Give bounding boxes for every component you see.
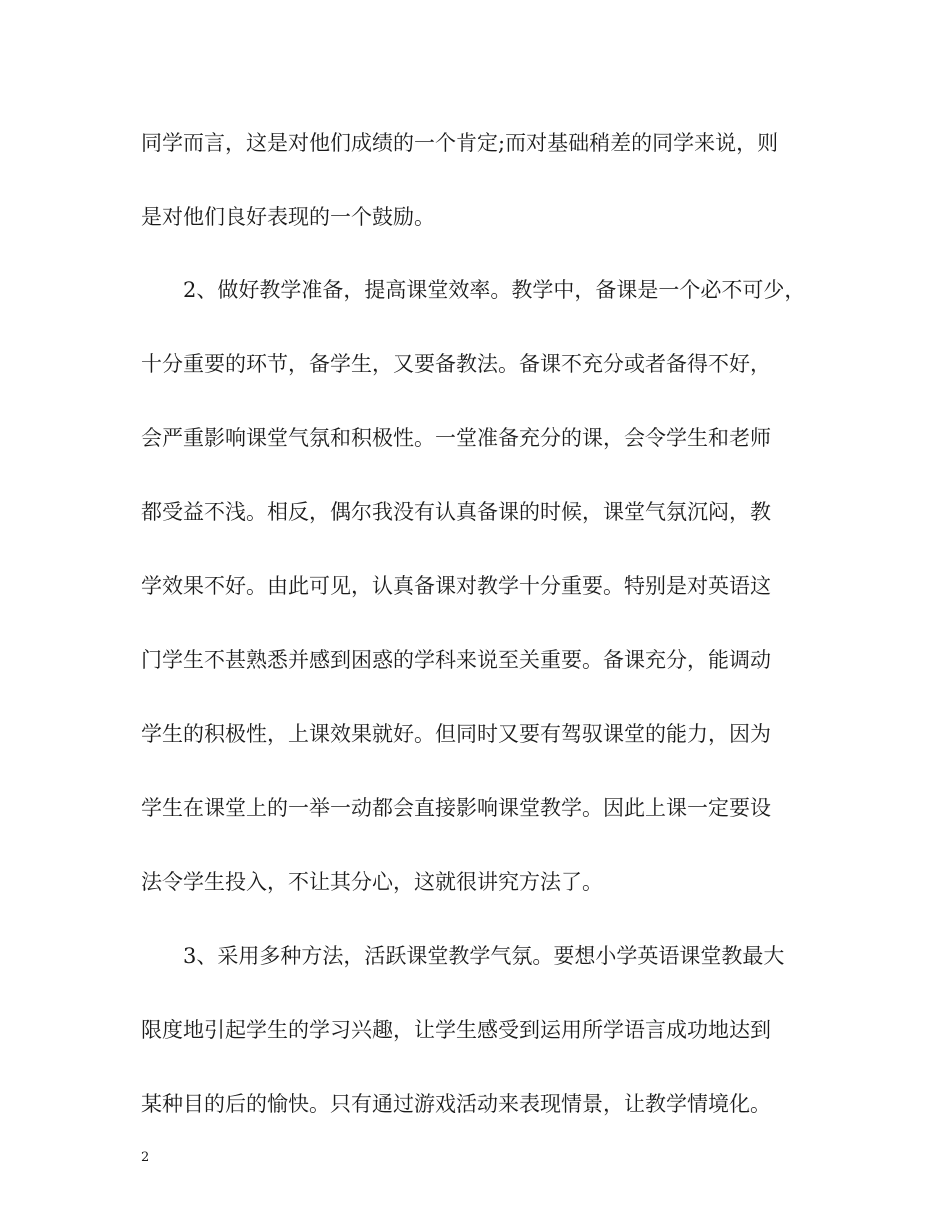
text-line-4: 十分重要的环节，备学生，又要备教法。备课不充分或者备得不好， [141,352,771,376]
text-line-3: 2、做好教学准备，提高课堂效率。教学中，备课是一个必不可少， [183,278,806,302]
text-line-10: 学生在课堂上的一举一动都会直接影响课堂教学。因此上课一定要设 [141,796,771,820]
text-line-6: 都受益不浅。相反，偶尔我没有认真备课的时候，课堂气氛沉闷，教 [141,500,771,524]
text-line-1: 同学而言，这是对他们成绩的一个肯定;而对基础稍差的同学来说，则 [141,131,779,155]
text-line-13: 限度地引起学生的学习兴趣，让学生感受到运用所学语言成功地达到 [141,1018,771,1042]
text-line-5: 会严重影响课堂气氛和积极性。一堂准备充分的课，会令学生和老师 [141,426,771,450]
text-line-2: 是对他们良好表现的一个鼓励。 [141,205,435,229]
text-line-14: 某种目的后的愉快。只有通过游戏活动来表现情景，让教学情境化。 [141,1092,771,1116]
text-line-12: 3、采用多种方法，活跃课堂教学气氛。要想小学英语课堂教最大 [183,944,785,968]
page-number: 2 [141,1150,150,1165]
text-line-9: 学生的积极性，上课效果就好。但同时又要有驾驭课堂的能力，因为 [141,722,771,746]
text-line-11: 法令学生投入，不让其分心，这就很讲究方法了。 [141,870,603,894]
text-line-7: 学效果不好。由此可见，认真备课对教学十分重要。特别是对英语这 [141,574,771,598]
text-line-8: 门学生不甚熟悉并感到困惑的学科来说至关重要。备课充分，能调动 [141,648,771,672]
